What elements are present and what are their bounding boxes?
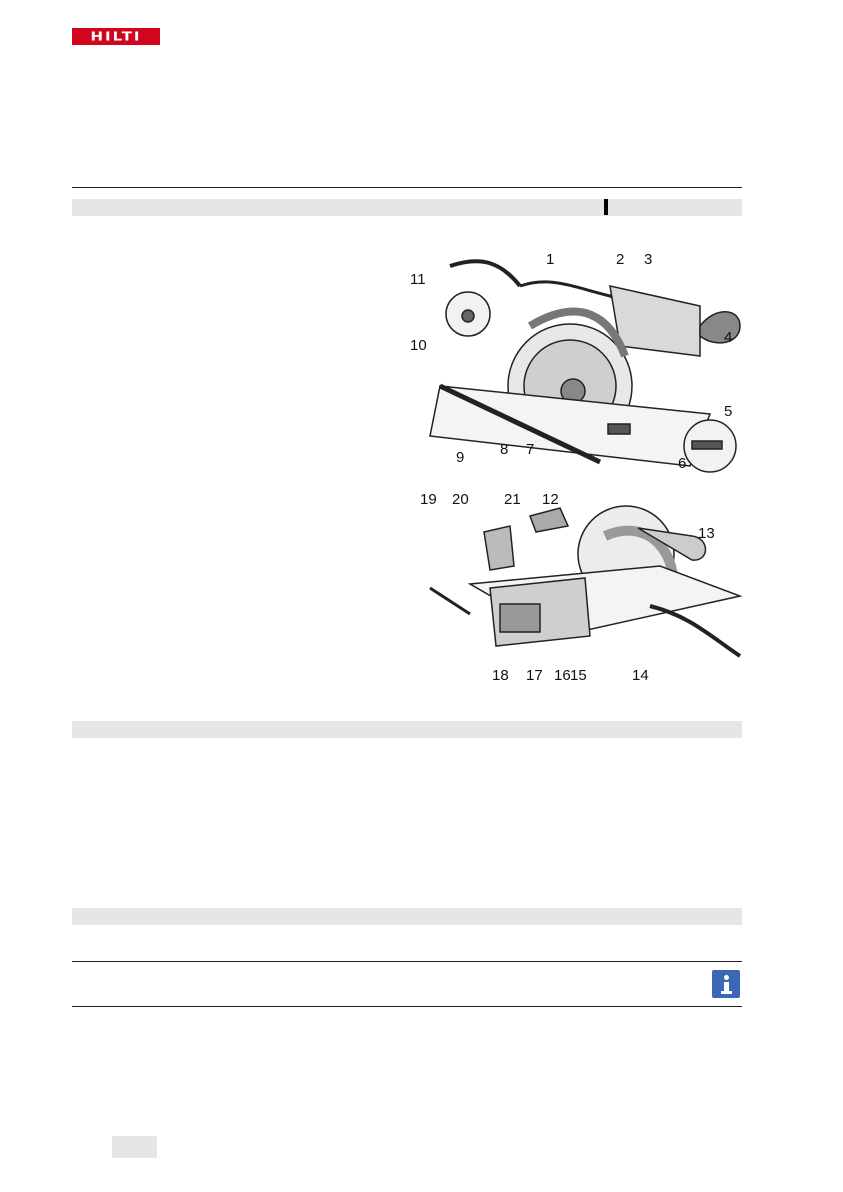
section-band-1: [72, 199, 742, 216]
callout-17: 17: [526, 667, 543, 684]
callout-21: 21: [504, 491, 521, 508]
callout-13: 13: [698, 525, 715, 542]
callout-12: 12: [542, 491, 559, 508]
callout-10: 10: [410, 337, 427, 354]
section-band-3: [72, 908, 742, 925]
saw-bottom-view: [430, 506, 740, 656]
callout-3: 3: [644, 251, 653, 268]
callout-7: 7: [526, 441, 535, 458]
callout-11: 11: [410, 271, 426, 288]
callout-4: 4: [724, 329, 733, 346]
page-number-tab: [112, 1136, 157, 1158]
saw-drawing: [410, 236, 742, 696]
callout-8: 8: [500, 441, 509, 458]
section-band-2: [72, 721, 742, 738]
saw-top-view: [430, 261, 740, 472]
callout-18: 18: [492, 667, 509, 684]
header-rule: [72, 187, 742, 188]
callout-2: 2: [616, 251, 625, 268]
info-icon: [712, 970, 740, 998]
hilti-logo: [72, 28, 160, 45]
band-marker: [604, 199, 608, 215]
callout-14: 14: [632, 667, 649, 684]
callout-6: 6: [678, 455, 687, 472]
callout-1: 1: [546, 251, 555, 268]
saw-illustration: [410, 236, 742, 696]
callout-20: 20: [452, 491, 469, 508]
callout-9: 9: [456, 449, 465, 466]
note-rule-bottom: [72, 1006, 742, 1007]
callout-19: 19: [420, 491, 437, 508]
callout-16: 16: [554, 667, 571, 684]
hilti-logo-text: HILTI: [90, 28, 142, 44]
callout-5: 5: [724, 403, 733, 420]
note-rule-top: [72, 961, 742, 962]
callout-15: 15: [570, 667, 587, 684]
